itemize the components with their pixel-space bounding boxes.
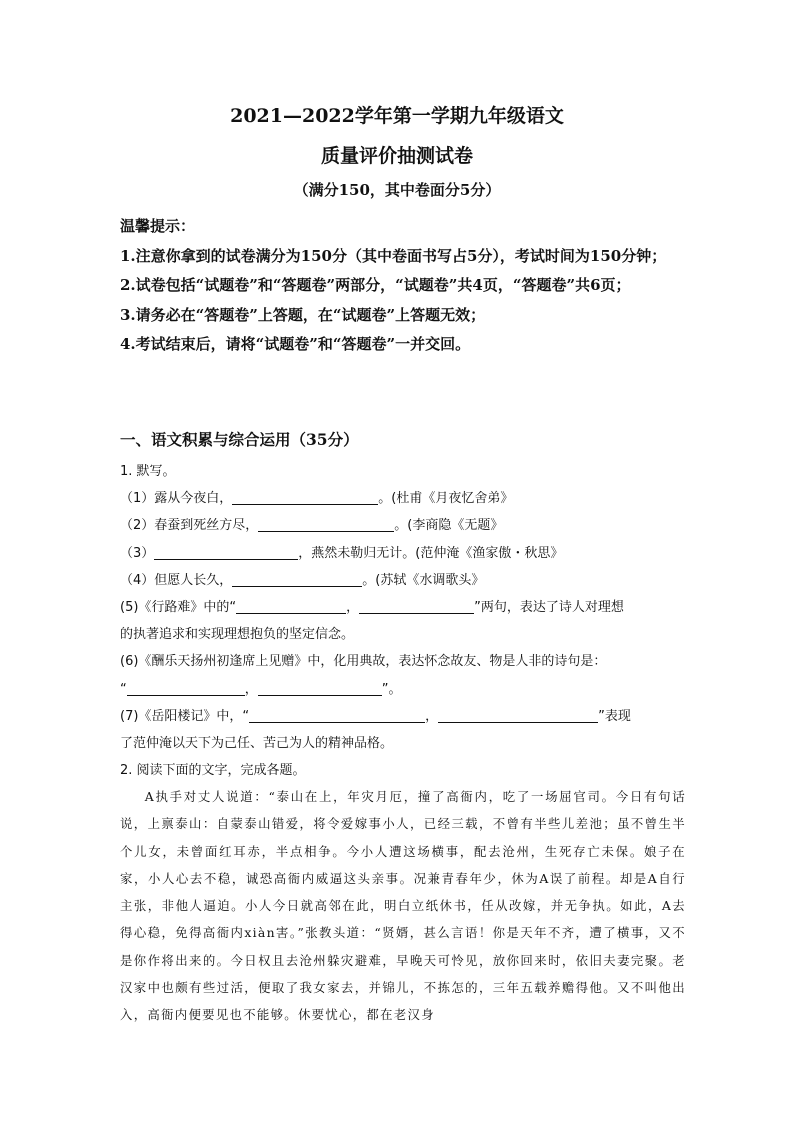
item-text: 。(苏轼《水调歌头》 — [362, 572, 485, 588]
question-1 — [120, 458, 686, 784]
tip-item: 4.考试结束后，请将“试题卷”和“答题卷”一并交回。 — [120, 335, 471, 353]
item-text: (7)《岳阳楼记》中，“ — [120, 708, 250, 724]
tip-item: 1.注意你拿到的试卷满分为150分（其中卷面书写占5分），考试时间为150分钟； — [120, 246, 667, 265]
item-text: ， — [346, 600, 360, 616]
answer-blank[interactable] — [438, 707, 598, 723]
answer-blank[interactable] — [154, 544, 298, 560]
item-text: ， — [244, 681, 258, 697]
answer-blank[interactable] — [249, 707, 425, 723]
item-continuation: 的执著追求和实现理想抱负的坚定信念。 — [120, 627, 355, 643]
tip-item: 3.请务必在“答题卷”上答题，在“试题卷”上答题无效； — [120, 305, 486, 324]
item-text: ， — [425, 708, 439, 724]
section-heading: 一、语文积累与综合运用（35分） — [120, 430, 359, 449]
dictation-item-6: (6)《酬乐天扬州初逢席上见赠》中，化用典故，表达怀念故友、物是人非的诗句是： — [120, 654, 607, 670]
dictation-item-4 — [120, 567, 686, 594]
answer-blank[interactable] — [232, 571, 362, 587]
item-text: （4）但愿人长久， — [120, 572, 233, 588]
dictation-item-2 — [120, 512, 686, 539]
answer-blank[interactable] — [232, 489, 378, 505]
item-text: 。(李商隐《无题》 — [394, 518, 504, 534]
dictation-item-7 — [120, 703, 686, 730]
item-text: （3） — [120, 545, 155, 561]
answer-blank[interactable] — [258, 516, 394, 532]
answer-blank[interactable] — [359, 598, 474, 614]
dictation-item-1 — [120, 485, 686, 512]
exam-title: 2021—2022学年第一学期九年级语文 — [230, 105, 564, 127]
item-text: 。(杜甫《月夜忆舍弟》 — [378, 491, 514, 507]
item-text: ”两句，表达了诗人对理想 — [474, 600, 624, 616]
tips-block — [120, 212, 680, 360]
exam-subtitle: 质量评价抽测试卷 — [320, 145, 473, 167]
dictation-item-3 — [120, 540, 686, 567]
item-text: （2）春蚕到死丝方尽， — [120, 518, 259, 534]
item-text: （1）露从今夜白， — [120, 491, 233, 507]
item-text: ”。 — [381, 681, 402, 697]
answer-blank[interactable] — [258, 680, 382, 696]
dictation-item-5 — [120, 594, 686, 621]
item-text: (5)《行路难》中的“ — [120, 600, 237, 616]
question-2-stem: 2. 阅读下面的文字，完成各题。 — [120, 763, 306, 779]
score-note: （满分150，其中卷面分5分） — [293, 181, 501, 199]
item-continuation: 了范仲淹以天下为己任、苦己为人的精神品格。 — [120, 736, 394, 752]
item-text: ，燕然未勒归无计。(范仲淹《渔家傲・秋思》 — [298, 545, 564, 561]
item-answer-line — [120, 676, 686, 703]
item-text: ”表现 — [598, 708, 631, 724]
reading-passage: A执手对丈人说道：“泰山在上，年灾月厄，撞了高衙内，吃了一场屈官司。今日有句话说，上禀泰山：自蒙泰山错爱，将令爱嫁事小人，已经三载，不曾有半些儿差池；虽不曾生半个儿女，未曾面红耳赤，半点相争。今小人遭这场横事，配去沧州，生死存亡未保。娘子在家，小人心去不稳，诚恐高衙内威逼这头亲事。况兼青春年少，休为A误了前程。却是A自行主张，非他人逼迫。小人今日就高邻在此，明白立纸休书，任从改嫁，并无争执。如此，A去得心稳，免得高衙内xiàn害。”张教头道：“贤婿，甚么言语！你是天年不齐，遭了横事，又不是你作将出来的。今日权且去沧州躲灾避难，早晚天可怜见，放你回来时，依旧夫妻完聚。老汉家中也颇有些过活，便取了我女家去，并锦儿，不拣怎的，三年五载养赡得他。又不叫他出入，高衙内便要见也不能够。休要忧心，都在老汉身 — [120, 789, 686, 1023]
tips-heading: 温馨提示： — [120, 217, 196, 235]
answer-blank[interactable] — [127, 680, 245, 696]
item-text: “ — [120, 681, 127, 697]
answer-blank[interactable] — [236, 598, 346, 614]
tip-item: 2.试卷包括“试题卷”和“答题卷”两部分，“试题卷”共4页，“答题卷”共6页； — [120, 276, 631, 294]
question-stem: 1. 默写。 — [120, 464, 176, 479]
